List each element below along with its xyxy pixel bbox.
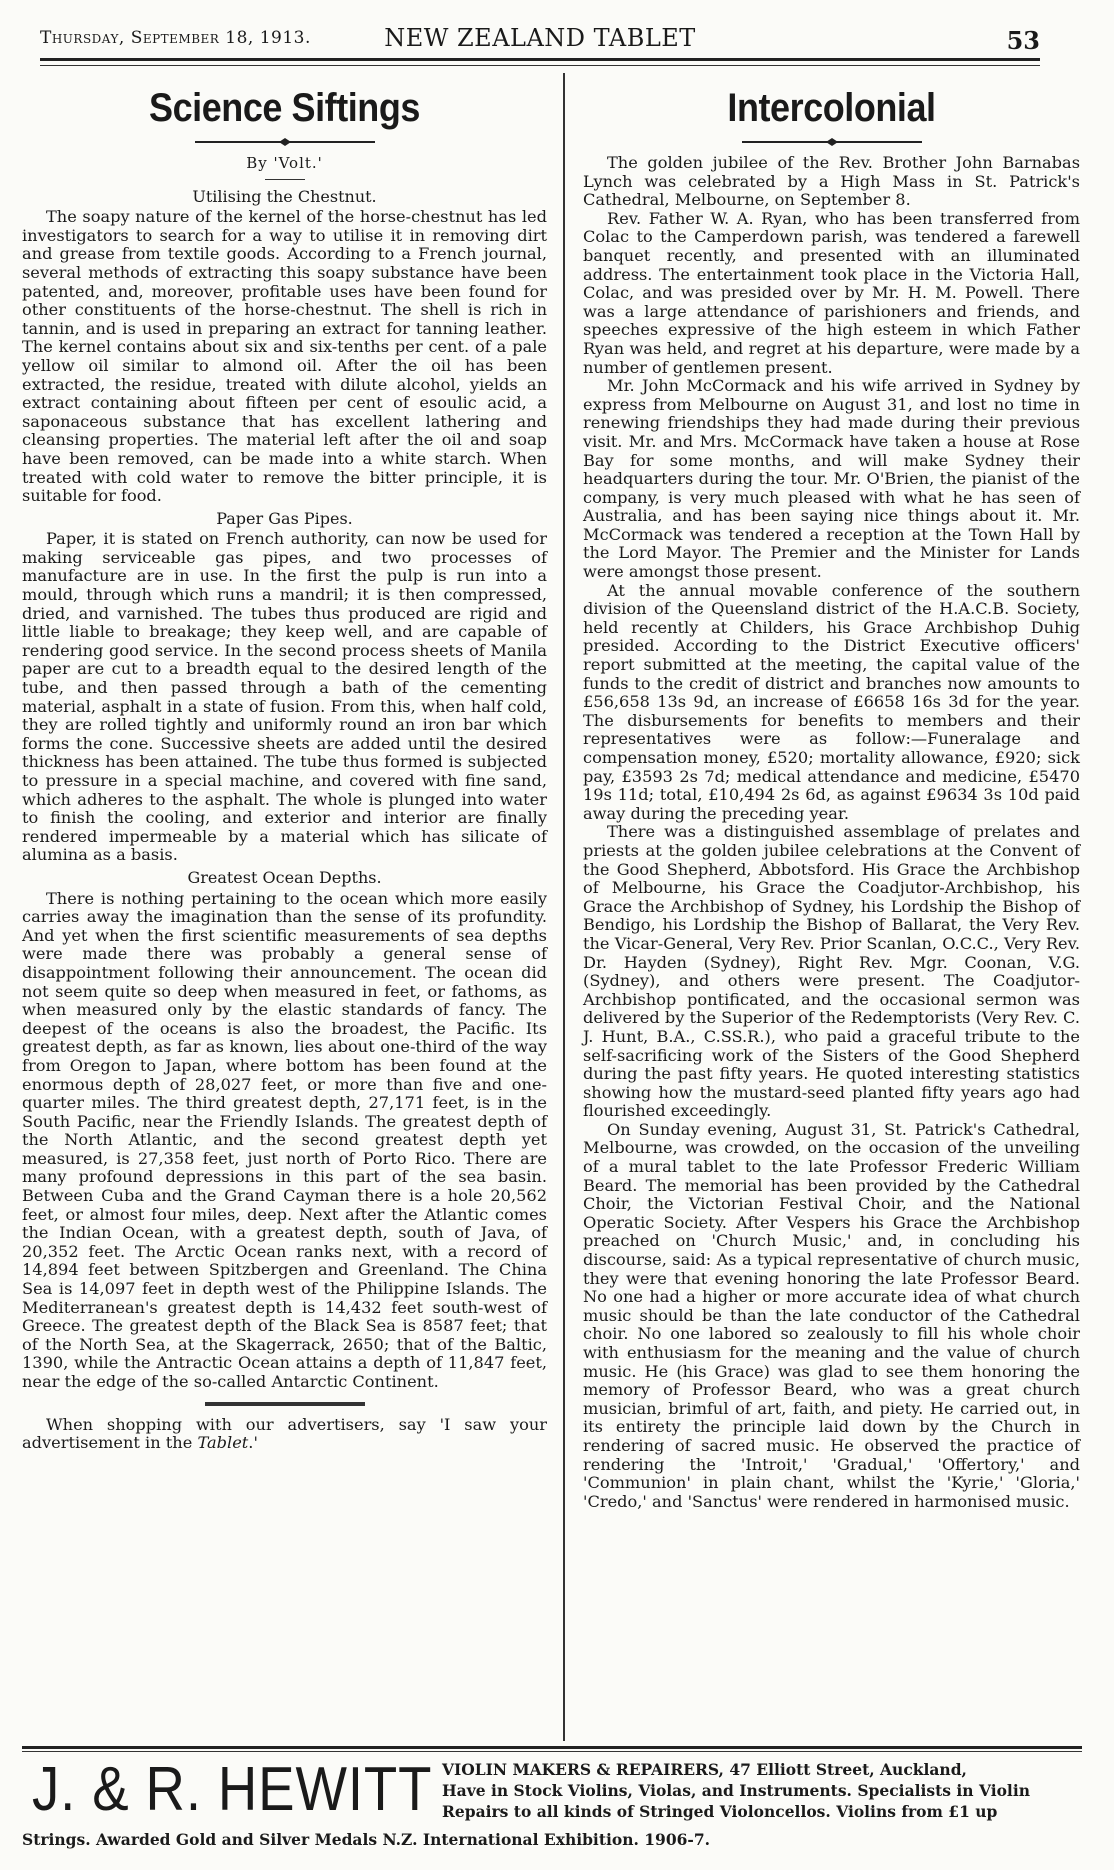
ad-brand: J. & R. HEWITT [32, 1755, 433, 1824]
subhead-chestnut: Utilising the Chestnut. [192, 186, 377, 206]
header-date: Thursday, September 18, 1913. [40, 28, 311, 48]
article-ocean-depths: There is nothing pertaining to the ocean which more easily carries away the imagination than the sense of its profundity. And yet when the first scientific measurements of sea depths were made there was probably a general sense of disappointment following their announcement. The ocean did not seem quite so deep when measured in feet, or fathoms, as when measured only by the elastic standards of fancy. The deepest of the oceans is also the broadest, the Pacific. Its greatest depth, as far as known, lies about one-third of the way from Oregon to Japan, where bottom has been found at the enormous depth of 28,027 feet, or more than five and one-quarter miles. The third greatest depth, 27,171 feet, is in the South Pacific, near the Friendly Islands. The greatest depth of the North Atlantic, and the second greatest depth yet measured, is 27,358 feet, just north of Porto Rico. There are many profound depressions in this part of the sea basin. Between Cuba and the Grand Cayman there is a hole 20,562 feet, or almost four miles, deep. Next after the Atlantic comes the Indian Ocean, with a greatest depth, south of Java, of 20,352 feet. The Arctic Ocean ranks next, with a record of 14,894 feet between Spitzbergen and Greenland. The China Sea is 14,097 feet in depth west of the Philippine Islands. The Mediterranean's greatest depth is 14,432 feet south-west of Greece. The greatest depth of the Black Sea is 8587 feet; that of the North Sea, at the Skagerrack, 2650; that of the Baltic, 1390, while the Antractic Ocean attains a depth of 11,847 feet, near the edge of the so-called Antarctic Continent. [22, 888, 547, 1391]
article-gas-pipes: Paper, it is stated on French authority, can now be used for making serviceable gas pipes, and two processes of manufacture are in use. In the first the pulp is run into a mould, through which runs a mandril; it is then compressed, dried, and varnished. The tubes thus produced are rigid and little liable to breakage; they keep well, and are capable of rendering good service. In the second process sheets of Manila paper are cut to a breadth equal to the desired length of the tube, and then passed through a bath of the cementing material, asphalt in a state of fusion. From this, when half cold, they are rolled tightly and uniformly round an iron bar which forms the cone. Successive sheets are added until the desired thickness has been attained. The tube thus formed is subjected to pressure in a special machine, and covered with fine sand, which adheres to the asphalt. The whole is plunged into water to finish the cooling, and exterior and interior are finally rendered impermeable by a material which has silicate of alumina as a basis. [22, 529, 547, 865]
header-title: NEW ZEALAND TABLET [384, 24, 696, 52]
byline: By 'Volt.' [246, 154, 323, 172]
item-lynch-jubilee: The golden jubilee of the Rev. Brother John Barnabas Lynch was celebrated by a High Mass in St. Patrick's Cathedral, Melbourne, on September 8. [583, 153, 1080, 210]
intercolonial-title: Intercolonial [727, 86, 936, 130]
shopping-note [22, 1416, 547, 1453]
ad-text [442, 1759, 1082, 1822]
column-science-siftings [22, 84, 547, 1453]
column-divider [563, 73, 565, 1741]
title-ornament [195, 138, 375, 146]
closing-rule [205, 1402, 365, 1406]
header-page-number: 53 [1006, 26, 1040, 55]
ad-top-rule [22, 1746, 1082, 1749]
intercolonial-ornament [742, 138, 922, 146]
shopping-note-tablet: Tablet [197, 1433, 249, 1453]
column-intercolonial [583, 84, 1080, 1511]
shopping-note-end: .' [248, 1433, 258, 1453]
hewitt-advertisement [22, 1755, 1082, 1865]
ad-top-rule-thin [22, 1751, 1082, 1752]
header-rule-thick [40, 58, 1040, 61]
subhead-gas-pipes: Paper Gas Pipes. [216, 508, 353, 528]
item-mccormack: Mr. John McCormack and his wife arrived in Sydney by express from Melbourne on August 31, and lost no time in renewing friendships they had made during their previous visit. Mr. and Mrs. McCormack have taken a house at Rose Bay for some months, and will make Sydney their headquarters during the tour. Mr. O'Brien, the pianist of the company, is very much pleased with what he has seen of Australia, and has been saying nice things about it. Mr. McCormack was tendered a reception at the Town Hall by the Lord Mayor. The Premier and the Minister for Lands were amongst those present. [583, 376, 1080, 582]
science-siftings-title: Science Siftings [149, 86, 420, 130]
subhead-ocean-depths: Greatest Ocean Depths. [187, 867, 382, 887]
page-header [40, 24, 1040, 54]
item-father-ryan: Rev. Father W. A. Ryan, who has been transferred from Colac to the Camperdown parish, was tendered a farewell banquet recently, and presented with an illuminated address. The entertainment took place in the Victoria Hall, Colac, and was presided over by Mr. H. M. Powell. There was a large attendance of parishioners and friends, and speeches expressive of the high esteem in which Father Ryan was held, and regret at his departure, were made by a number of gentlemen present. [583, 208, 1080, 377]
ad-line-1: VIOLIN MAKERS & REPAIRERS, 47 Elliott Street, Auckland, [442, 1760, 967, 1779]
item-hacb-conference: At the annual movable conference of the southern division of the Queensland district of the H.A.C.B. Society, held recently at Childers, his Grace Archbishop Duhig presided. According to the District Executive officers' report submitted at the meeting, the capital value of the funds to the credit of district and branches now amounts to £56,658 13s 9d, an increase of £6658 16s 3d for the year. The disbursements for benefits to members and their representatives were as follow:—Funeralage and compensation money, £520; mortality allowance, £920; sick pay, £3593 2s 7d; medical attendance and medicine, £5470 19s 11d; total, £10,494 2s 6d, as against £9634 3s 10d paid away during the preceding year. [583, 580, 1080, 823]
header-rule-thin [40, 65, 1040, 66]
item-beard-tablet: On Sunday evening, August 31, St. Patrick's Cathedral, Melbourne, was crowded, on the occasion of the unveiling of a mural tablet to the late Professor Frederic William Beard. The memorial has been provided by the Cathedral Choir, the Victorian Festival Choir, and the National Operatic Society. After Vespers his Grace the Archbishop preached on 'Church Music,' and, in concluding his discourse, said: As a typical representative of church music, they were that evening honoring the late Professor Beard. No one had a higher or more accurate idea of what church music should be than the late conductor of the Cathedral choir. No one labored so zealously to fill his whole choir with enthusiasm for the meaning and the value of church music. He (his Grace) was glad to see them honoring the memory of Professor Beard, who was a great church musician, brimful of art, faith, and piety. He carried out, in its entirety the principle laid down by the Church in rendering of sacred music. He observed the practice of rendering the 'Introit,' 'Gradual,' 'Offertory,' and 'Communion' in plain chant, whilst the 'Kyrie,' 'Gloria,' 'Credo,' and 'Sanctus' were rendered in harmonised music. [583, 1119, 1080, 1511]
ad-line-3: Repairs to all kinds of Stringed Violoncellos. Violins from £1 up [442, 1802, 998, 1821]
article-chestnut: The soapy nature of the kernel of the horse-chestnut has led investigators to search for a way to utilise it in removing dirt and grease from textile goods. According to a French journal, several methods of extracting this soapy substance have been patented, and, moreover, profitable uses have been found for other constituents of the horse-chestnut. The shell is rich in tannin, and is used in preparing an extract for tanning leather. The kernel contains about six and six-tenths per cent. of a pale yellow oil similar to almond oil. After the oil has been extracted, the residue, treated with dilute alcohol, yields an extract containing about fifteen per cent of esoulic acid, a saponaceous substance that has excellent lathering and cleansing properties. The material left after the oil and soap have been removed, can be made into a white starch. When treated with cold water to remove the bitter principle, it is suitable for food. [22, 207, 547, 506]
shopping-note-text: When shopping with our advertisers, say 'I saw your advertisement in the [22, 1414, 547, 1453]
item-good-shepherd: There was a distinguished assemblage of prelates and priests at the golden jubilee celebrations at the Convent of the Good Shepherd, Abbotsford. His Grace the Archbishop of Melbourne, his Grace the Coadjutor-Archbishop, his Grace the Archbishop of Sydney, his Lordship the Bishop of Bendigo, his Lordship the Bishop of Ballarat, the Very Rev. the Vicar-General, Very Rev. Prior Scanlan, O.C.C., Very Rev. Dr. Hayden (Sydney), Right Rev. Mgr. Coonan, V.G. (Sydney), and others were present. The Coadjutor-Archbishop pontificated, and the occasional sermon was delivered by the Superior of the Redemptorists (Very Rev. C. J. Hunt, B.A., C.SS.R.), who paid a graceful tribute to the self-sacrificing work of the Sisters of the Good Shepherd during the past fifty years. He quoted interesting statistics showing how the mustard-seed planted fifty years ago had flourished exceedingly. [583, 822, 1080, 1121]
byline-rule [265, 179, 305, 180]
ad-line-4: Strings. Awarded Gold and Silver Medals N.Z. International Exhibition. 1906-7. [22, 1830, 711, 1849]
ad-line-2: Have in Stock Violins, Violas, and Instruments. Specialists in Violin [442, 1781, 1030, 1800]
